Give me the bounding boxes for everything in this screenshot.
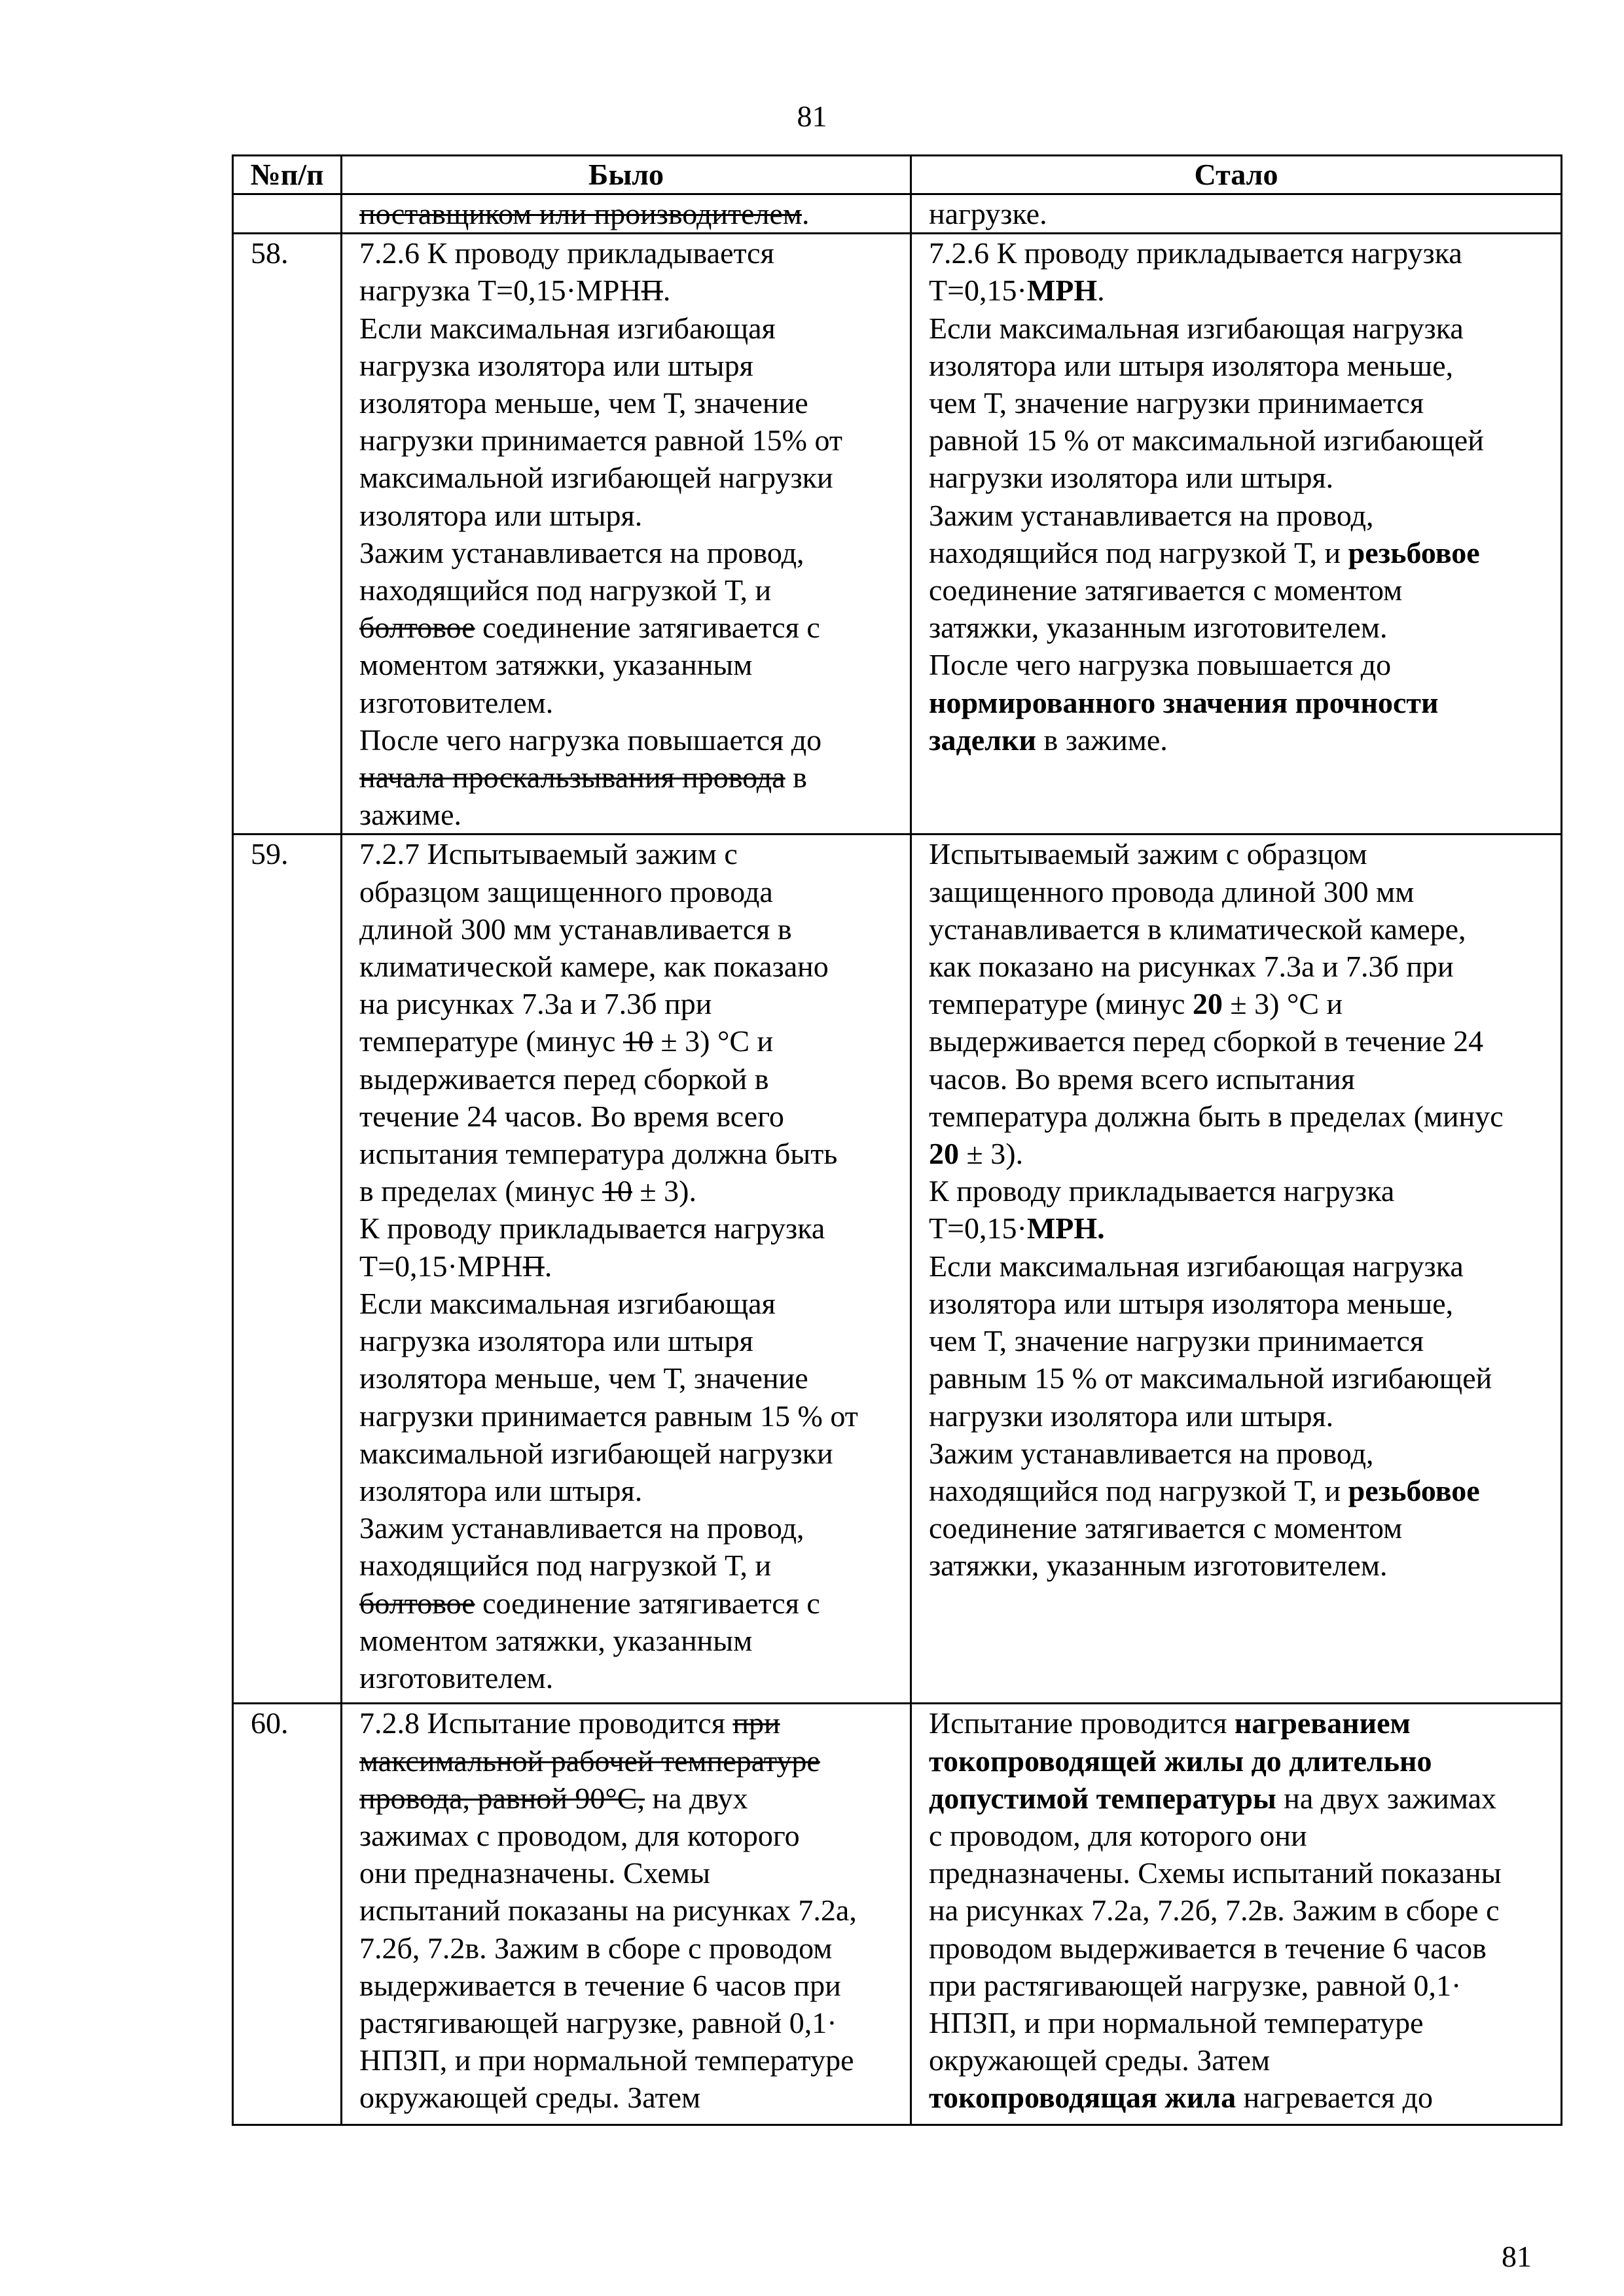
deleted-text: П <box>522 1249 545 1283</box>
deleted-text: П <box>641 274 663 308</box>
deleted-text: при <box>732 1706 780 1740</box>
header-num: №п/п <box>233 156 342 194</box>
deleted-text: 10 <box>623 1024 653 1058</box>
header-new: Стало <box>911 156 1562 194</box>
page-number-top: 81 <box>797 99 827 133</box>
table-row-60 <box>233 1704 1562 2125</box>
deleted-text: провода, равной 90°С, <box>359 1781 645 1815</box>
table-row-59 <box>233 834 1562 1704</box>
cell-num: 60. <box>233 1704 342 2125</box>
table-row-continuation <box>233 194 1562 234</box>
cell-old: поставщиком или производителем. <box>342 194 911 234</box>
cell-num: 59. <box>233 834 342 1704</box>
deleted-text: 10 <box>602 1174 632 1208</box>
table-header-row <box>233 156 1562 194</box>
cell-old: 7.2.6 К проводу прикладывается нагрузка Т=0,15·МРНП. Если максимальная изгибающая нагрузка изолятора или штыря изолятора меньше, чем Т, значение нагрузки принимается равной 15% от максимальной изгибающей нагрузки изолятора или штыря. Зажим устанавливается на провод, находящийся под нагрузкой Т, и болтовое соединение затягивается с моментом затяжки, указанным изготовителем. После чего нагрузка повышается до начала проскальзывания провода в зажиме. <box>342 234 911 834</box>
deleted-text: начала проскальзывания провода <box>359 761 785 795</box>
deleted-text: болтовое <box>359 1586 475 1620</box>
comparison-table <box>232 154 1562 2126</box>
cell-num <box>233 194 342 234</box>
cell-old: 7.2.7 Испытываемый зажим с образцом защищенного провода длиной 300 мм устанавливается в климатической камере, как показано на рисунках 7.3а и 7.3б при температуре (минус 10 ± 3) °С и выдерживается перед сборкой в течение 24 часов. Во время всего испытания температура должна быть в пределах (минус 10 ± 3). К проводу прикладывается нагрузка Т=0,15·МРНП. Если максимальная изгибающая нагрузка изолятора или штыря изолятора меньше, чем Т, значение нагрузки принимается равным 15 % от максимальной изгибающей нагрузки изолятора или штыря. Зажим устанавливается на провод, находящийся под нагрузкой Т, и болтовое соединение затягивается с моментом затяжки, указанным изготовителем. <box>342 834 911 1704</box>
header-old: Было <box>342 156 911 194</box>
page-number-bottom: 81 <box>1502 2240 1532 2273</box>
cell-new: Испытываемый зажим с образцом защищенного провода длиной 300 мм устанавливается в климатической камере, как показано на рисунках 7.3а и 7.3б при температуре (минус 20 ± 3) °С и выдерживается перед сборкой в течение 24 часов. Во время всего испытания температура должна быть в пределах (минус 20 ± 3). К проводу прикладывается нагрузка Т=0,15·МРН. Если максимальная изгибающая нагрузка изолятора или штыря изолятора меньше, чем Т, значение нагрузки принимается равным 15 % от максимальной изгибающей нагрузки изолятора или штыря. Зажим устанавливается на провод, находящийся под нагрузкой Т, и резьбовое соединение затягивается с моментом затяжки, указанным изготовителем. <box>911 834 1562 1704</box>
deleted-text: поставщиком или производителем <box>359 197 802 230</box>
cell-new: 7.2.6 К проводу прикладывается нагрузка Т=0,15·МРН. Если максимальная изгибающая нагрузка изолятора или штыря изолятора меньше, чем Т, значение нагрузки принимается равной 15 % от максимальной изгибающей нагрузки изолятора или штыря. Зажим устанавливается на провод, находящийся под нагрузкой Т, и резьбовое соединение затягивается с моментом затяжки, указанным изготовителем. После чего нагрузка повышается до нормированного значения прочности заделки в зажиме. <box>911 234 1562 834</box>
cell-new: Испытание проводится нагреванием токопроводящей жилы до длительно допустимой температуры на двух зажимах с проводом, для которого они предназначены. Схемы испытаний показаны на рисунках 7.2а, 7.2б, 7.2в. Зажим в сборе с проводом выдерживается в течение 6 часов при растягивающей нагрузке, равной 0,1· НПЗП, и при нормальной температуре окружающей среды. Затем токопроводящая жила нагревается до <box>911 1704 1562 2125</box>
cell-num: 58. <box>233 234 342 834</box>
table-row-58 <box>233 234 1562 834</box>
deleted-text: максимальной рабочей температуре <box>359 1744 820 1778</box>
cell-old: 7.2.8 Испытание проводится при максимальной рабочей температуре провода, равной 90°С, на двух зажимах с проводом, для которого они предназначены. Схемы испытаний показаны на рисунках 7.2а, 7.2б, 7.2в. Зажим в сборе с проводом выдерживается в течение 6 часов при растягивающей нагрузке, равной 0,1· НПЗП, и при нормальной температуре окружающей среды. Затем <box>342 1704 911 2125</box>
cell-new: нагрузке. <box>911 194 1562 234</box>
deleted-text: болтовое <box>359 611 475 645</box>
